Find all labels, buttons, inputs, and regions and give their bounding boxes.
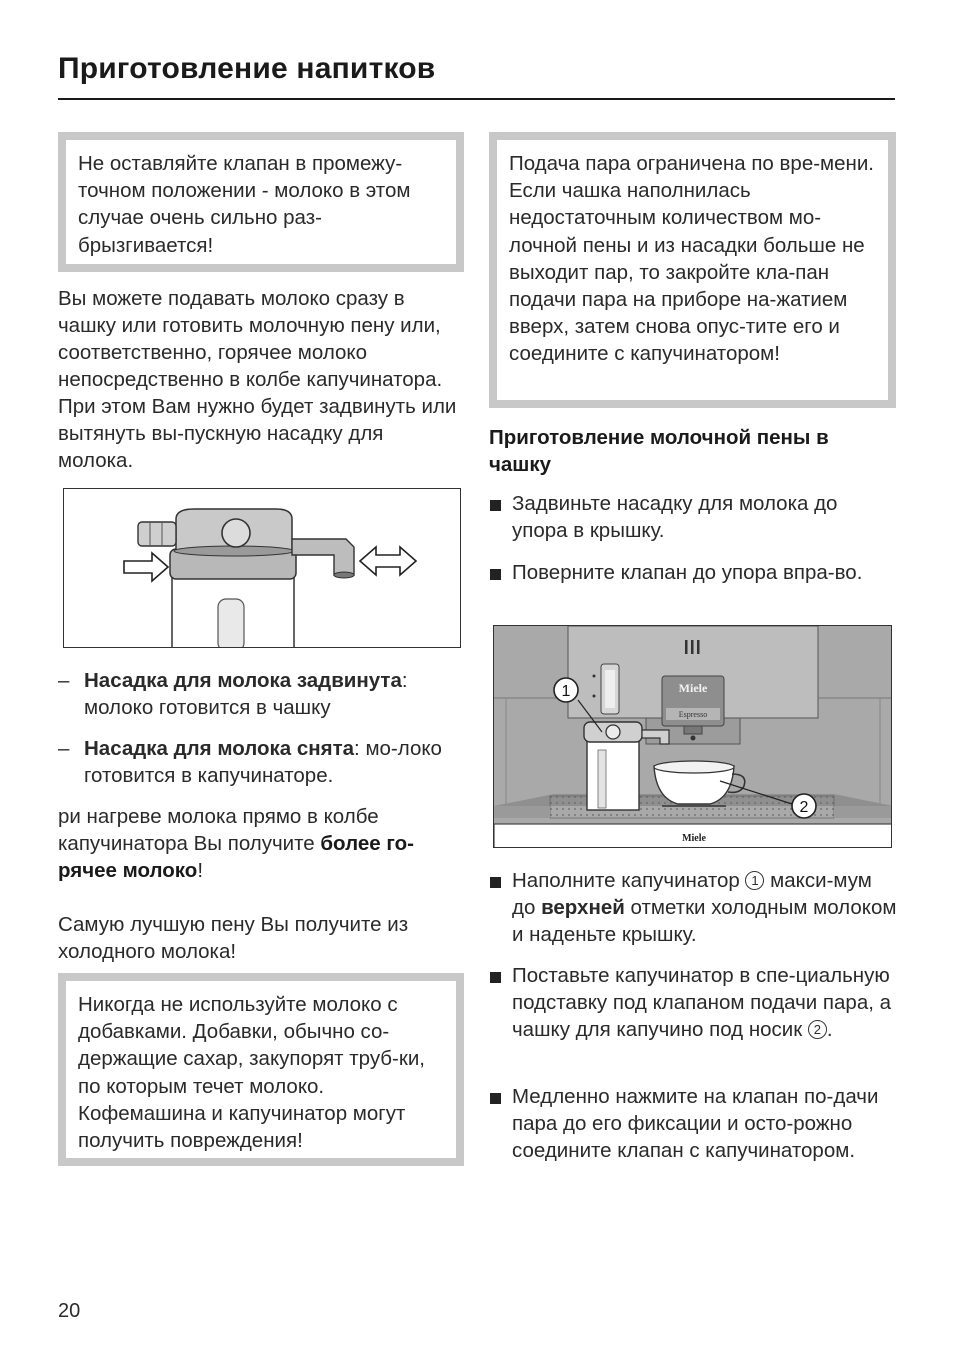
badge-brand: Miele bbox=[678, 681, 708, 695]
step-turn-valve-text: Поверните клапан до упора впра-во. bbox=[512, 561, 863, 584]
warning-note-additives bbox=[58, 973, 464, 1166]
callout-1: 1 bbox=[561, 683, 571, 700]
step-place-text-b: . bbox=[826, 1018, 833, 1041]
warning-note-additives-text: Никогда не используйте молоко с добавками. Добавки, обычно со-держащие сахар, закупорят труб-ки, по которым течет молоко. Кофемашина и капучинатор могут получить повреждения! bbox=[78, 993, 425, 1153]
bottom-brand: Miele bbox=[682, 833, 706, 844]
cappuccinator-nozzle-illustration bbox=[64, 489, 461, 648]
warning-note-valve bbox=[58, 132, 464, 272]
intro-paragraph bbox=[58, 285, 464, 474]
step-press-valve-text: Медленно нажмите на клапан по-дачи пара до его фиксации и осто-рожно соедините клапан с капучинатором. bbox=[512, 1085, 879, 1162]
warning-note-valve-text: Не оставляйте клапан в промежу-точном положении - молоко в этом случае очень сильно раз-брызгивается! bbox=[78, 152, 411, 257]
step-fill-emphasis: верхней bbox=[541, 896, 625, 919]
step-place-cappuccinator bbox=[512, 962, 898, 1043]
list-item-nozzle-in bbox=[58, 667, 464, 721]
nozzle-off-term: Насадка для молока снята bbox=[84, 737, 355, 760]
nozzle-in-term: Насадка для молока задвинута bbox=[84, 669, 402, 692]
step-fill-text-b: макси-мум до bbox=[512, 869, 872, 919]
step-push-nozzle-text: Задвиньте насадку для молока до упора в крышку. bbox=[512, 492, 838, 542]
callout-2-inline: 2 bbox=[808, 1020, 827, 1039]
step-fill-cappuccinator bbox=[512, 867, 898, 948]
cappuccinator-nozzle-figure bbox=[63, 488, 461, 648]
step-fill-text-c: отметки холодным молоком и наденьте крышку. bbox=[512, 896, 897, 946]
bullet-marker bbox=[490, 1093, 501, 1104]
dash-marker: – bbox=[58, 669, 70, 692]
cold-milk-text: Самую лучшую пену Вы получите из холодного молока! bbox=[58, 913, 409, 963]
dash-marker: – bbox=[58, 737, 70, 760]
cold-milk-paragraph bbox=[58, 911, 464, 965]
bullet-marker bbox=[490, 569, 501, 580]
step-fill-text-a: Наполните капучинатор bbox=[512, 869, 746, 892]
coffee-machine-illustration bbox=[494, 626, 892, 848]
bullet-marker bbox=[490, 877, 501, 888]
page-title: Приготовление напитков bbox=[58, 52, 436, 85]
intro-paragraph-text: Вы можете подавать молоко сразу в чашку или готовить молочную пену или, соответственно, горячее молоко непосредственно в колбе капучинатора. При этом Вам нужно будет задвинуть или вытянуть вы-пускную насадку для молока. bbox=[58, 287, 457, 472]
step-turn-valve bbox=[512, 559, 896, 586]
coffee-machine-figure bbox=[493, 625, 892, 848]
list-item-nozzle-off bbox=[58, 735, 464, 789]
section-heading: Приготовление молочной пены в чашку bbox=[489, 426, 829, 476]
hot-milk-end: ! bbox=[197, 859, 204, 882]
callout-1-inline: 1 bbox=[745, 871, 764, 890]
hot-milk-paragraph bbox=[58, 803, 466, 884]
info-note-steam bbox=[489, 132, 896, 408]
hot-milk-emphasis: более го-рячее молоко bbox=[58, 832, 414, 882]
info-note-steam-text: Подача пара ограничена по вре-мени. Если чашка наполнилась недостаточным количеством мо-лочной пены и из насадки больше не выходит пар, то закройте кла-пан подачи пара на приборе на-жатием вверх, затем снова опус-тите его и соедините с капучинатором! bbox=[509, 152, 875, 366]
step-press-valve bbox=[512, 1083, 898, 1164]
nozzle-in-description: : молоко готовится в чашку bbox=[84, 669, 408, 719]
nozzle-off-description: : мо-локо готовится в капучинаторе. bbox=[84, 737, 442, 787]
title-rule bbox=[58, 98, 895, 100]
step-place-text-a: Поставьте капучинатор в спе-циальную подставку под клапаном подачи пара, а чашку для капучино под носик bbox=[512, 964, 892, 1041]
bullet-marker bbox=[490, 500, 501, 511]
bullet-marker bbox=[490, 972, 501, 983]
badge-label: Espresso bbox=[678, 710, 708, 719]
hot-milk-text: ри нагреве молока прямо в колбе капучинатора Вы получите bbox=[58, 805, 379, 855]
callout-2: 2 bbox=[799, 799, 809, 816]
step-push-nozzle bbox=[512, 490, 896, 544]
page-number: 20 bbox=[58, 1300, 81, 1322]
